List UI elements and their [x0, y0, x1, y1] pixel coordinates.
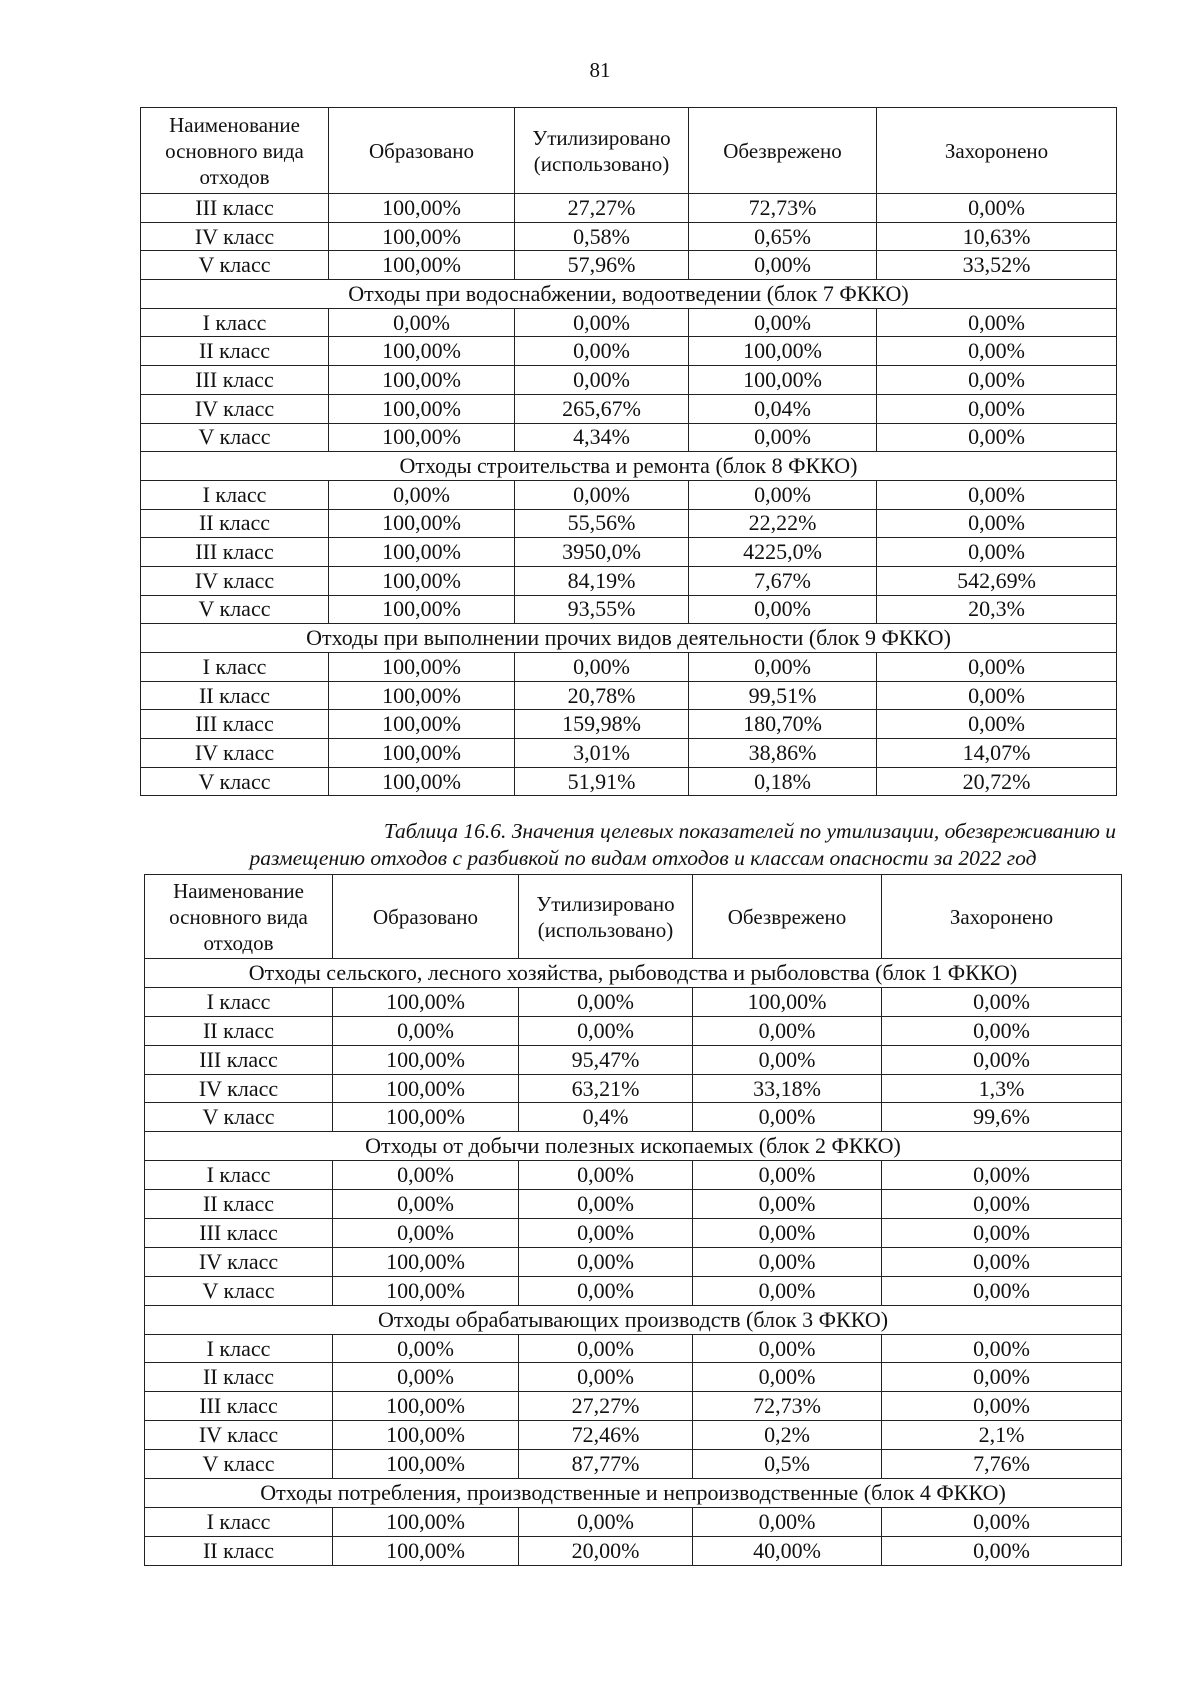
column-header-neutralized: Обезврежено	[693, 875, 882, 959]
table-row	[141, 337, 1117, 366]
hazard-class-cell: III класс	[141, 194, 329, 223]
table-header-row	[141, 108, 1117, 194]
utilized-cell: 93,55%	[515, 595, 689, 624]
hazard-class-cell: III класс	[141, 538, 329, 567]
hazard-class-cell: II класс	[145, 1190, 333, 1219]
generated-cell: 100,00%	[329, 739, 515, 768]
column-header-neutralized: Обезврежено	[689, 108, 877, 194]
buried-cell: 14,07%	[877, 739, 1117, 768]
utilized-cell: 3950,0%	[515, 538, 689, 567]
neutralized-cell: 0,00%	[689, 480, 877, 509]
neutralized-cell: 100,00%	[689, 337, 877, 366]
neutralized-cell: 0,00%	[693, 1016, 882, 1045]
table-header-row	[145, 875, 1122, 959]
hazard-class-cell: I класс	[145, 1161, 333, 1190]
generated-cell: 0,00%	[329, 480, 515, 509]
neutralized-cell: 0,00%	[689, 653, 877, 682]
generated-cell: 100,00%	[333, 1074, 519, 1103]
generated-cell: 100,00%	[329, 423, 515, 452]
generated-cell: 100,00%	[333, 1450, 519, 1479]
table-row	[145, 1074, 1122, 1103]
generated-cell: 100,00%	[333, 1507, 519, 1536]
hazard-class-cell: II класс	[145, 1363, 333, 1392]
utilized-cell: 27,27%	[519, 1392, 693, 1421]
neutralized-cell: 0,00%	[693, 1219, 882, 1248]
generated-cell: 0,00%	[333, 1016, 519, 1045]
buried-cell: 0,00%	[882, 1334, 1122, 1363]
generated-cell: 100,00%	[329, 394, 515, 423]
neutralized-cell: 7,67%	[689, 566, 877, 595]
table-row	[141, 538, 1117, 567]
column-header-utilized: Утилизировано (использовано)	[515, 108, 689, 194]
hazard-class-cell: IV класс	[145, 1074, 333, 1103]
generated-cell: 100,00%	[329, 653, 515, 682]
table-row	[145, 1276, 1122, 1305]
table-row	[145, 1421, 1122, 1450]
hazard-class-cell: V класс	[141, 767, 329, 796]
section-header-row	[145, 1305, 1122, 1334]
buried-cell: 33,52%	[877, 251, 1117, 280]
buried-cell: 99,6%	[882, 1103, 1122, 1132]
generated-cell: 100,00%	[329, 222, 515, 251]
neutralized-cell: 100,00%	[689, 366, 877, 395]
generated-cell: 100,00%	[329, 710, 515, 739]
utilized-cell: 0,00%	[519, 987, 693, 1016]
hazard-class-cell: IV класс	[141, 739, 329, 768]
table-row	[145, 1392, 1122, 1421]
table-row	[141, 509, 1117, 538]
utilized-cell: 87,77%	[519, 1450, 693, 1479]
generated-cell: 100,00%	[329, 681, 515, 710]
table-row	[141, 480, 1117, 509]
neutralized-cell: 0,5%	[693, 1450, 882, 1479]
buried-cell: 0,00%	[882, 1045, 1122, 1074]
generated-cell: 100,00%	[333, 1421, 519, 1450]
buried-cell: 0,00%	[882, 1536, 1122, 1565]
table-row	[145, 1016, 1122, 1045]
generated-cell: 100,00%	[333, 1392, 519, 1421]
utilized-cell: 84,19%	[515, 566, 689, 595]
utilized-cell: 20,00%	[519, 1536, 693, 1565]
buried-cell: 0,00%	[882, 987, 1122, 1016]
table-row	[141, 222, 1117, 251]
utilized-cell: 0,00%	[515, 366, 689, 395]
column-header-waste-type: Наименование основного вида отходов	[141, 108, 329, 194]
neutralized-cell: 72,73%	[693, 1392, 882, 1421]
buried-cell: 0,00%	[882, 1219, 1122, 1248]
table-row	[141, 595, 1117, 624]
column-header-utilized: Утилизировано (использовано)	[519, 875, 693, 959]
utilized-cell: 0,00%	[519, 1219, 693, 1248]
neutralized-cell: 0,00%	[693, 1507, 882, 1536]
utilized-cell: 95,47%	[519, 1045, 693, 1074]
buried-cell: 0,00%	[882, 1392, 1122, 1421]
table-row	[141, 194, 1117, 223]
generated-cell: 100,00%	[329, 194, 515, 223]
hazard-class-cell: V класс	[145, 1450, 333, 1479]
buried-cell: 0,00%	[877, 308, 1117, 337]
neutralized-cell: 0,04%	[689, 394, 877, 423]
section-title: Отходы обрабатывающих производств (блок 3 ФККО)	[145, 1305, 1122, 1334]
utilized-cell: 0,00%	[519, 1161, 693, 1190]
table-row	[145, 987, 1122, 1016]
hazard-class-cell: I класс	[145, 1334, 333, 1363]
utilized-cell: 55,56%	[515, 509, 689, 538]
generated-cell: 100,00%	[329, 337, 515, 366]
buried-cell: 1,3%	[882, 1074, 1122, 1103]
neutralized-cell: 0,00%	[693, 1334, 882, 1363]
table-row	[141, 710, 1117, 739]
section-title: Отходы при выполнении прочих видов деятельности (блок 9 ФККО)	[141, 624, 1117, 653]
section-title: Отходы от добычи полезных ископаемых (блок 2 ФККО)	[145, 1132, 1122, 1161]
hazard-class-cell: V класс	[145, 1276, 333, 1305]
buried-cell: 20,72%	[877, 767, 1117, 796]
column-header-generated: Образовано	[333, 875, 519, 959]
buried-cell: 20,3%	[877, 595, 1117, 624]
hazard-class-cell: I класс	[141, 308, 329, 337]
column-header-buried: Захоронено	[877, 108, 1117, 194]
generated-cell: 100,00%	[333, 1103, 519, 1132]
utilized-cell: 20,78%	[515, 681, 689, 710]
generated-cell: 100,00%	[329, 566, 515, 595]
buried-cell: 0,00%	[882, 1190, 1122, 1219]
neutralized-cell: 0,00%	[693, 1103, 882, 1132]
table-row	[141, 681, 1117, 710]
generated-cell: 0,00%	[333, 1334, 519, 1363]
hazard-class-cell: I класс	[141, 480, 329, 509]
utilized-cell: 0,4%	[519, 1103, 693, 1132]
table-row	[145, 1161, 1122, 1190]
neutralized-cell: 99,51%	[689, 681, 877, 710]
buried-cell: 2,1%	[882, 1421, 1122, 1450]
generated-cell: 100,00%	[329, 366, 515, 395]
buried-cell: 10,63%	[877, 222, 1117, 251]
neutralized-cell: 0,00%	[693, 1276, 882, 1305]
hazard-class-cell: I класс	[141, 653, 329, 682]
generated-cell: 0,00%	[329, 308, 515, 337]
buried-cell: 0,00%	[877, 337, 1117, 366]
table-row	[145, 1045, 1122, 1074]
table-row	[141, 566, 1117, 595]
hazard-class-cell: III класс	[145, 1045, 333, 1074]
generated-cell: 100,00%	[333, 1045, 519, 1074]
hazard-class-cell: III класс	[145, 1219, 333, 1248]
neutralized-cell: 38,86%	[689, 739, 877, 768]
buried-cell: 0,00%	[882, 1507, 1122, 1536]
section-title: Отходы при водоснабжении, водоотведении (блок 7 ФККО)	[141, 280, 1117, 309]
buried-cell: 0,00%	[877, 653, 1117, 682]
hazard-class-cell: III класс	[145, 1392, 333, 1421]
neutralized-cell: 0,00%	[689, 308, 877, 337]
neutralized-cell: 0,00%	[693, 1045, 882, 1074]
buried-cell: 0,00%	[877, 366, 1117, 395]
section-title: Отходы сельского, лесного хозяйства, рыбоводства и рыболовства (блок 1 ФККО)	[145, 959, 1122, 988]
hazard-class-cell: III класс	[141, 366, 329, 395]
generated-cell: 100,00%	[333, 1276, 519, 1305]
column-header-waste-type: Наименование основного вида отходов	[145, 875, 333, 959]
hazard-class-cell: II класс	[141, 337, 329, 366]
utilized-cell: 4,34%	[515, 423, 689, 452]
generated-cell: 0,00%	[333, 1161, 519, 1190]
table-row	[145, 1450, 1122, 1479]
section-header-row	[141, 624, 1117, 653]
neutralized-cell: 0,00%	[689, 595, 877, 624]
utilized-cell: 27,27%	[515, 194, 689, 223]
buried-cell: 0,00%	[882, 1247, 1122, 1276]
utilized-cell: 0,00%	[519, 1016, 693, 1045]
table-row	[141, 366, 1117, 395]
hazard-class-cell: IV класс	[141, 222, 329, 251]
neutralized-cell: 0,18%	[689, 767, 877, 796]
table-body	[141, 194, 1117, 796]
section-title: Отходы строительства и ремонта (блок 8 ФККО)	[141, 452, 1117, 481]
table-row	[145, 1103, 1122, 1132]
table-caption	[140, 818, 1116, 872]
neutralized-cell: 0,00%	[693, 1247, 882, 1276]
buried-cell: 0,00%	[882, 1161, 1122, 1190]
buried-cell: 0,00%	[877, 681, 1117, 710]
table-row	[141, 739, 1117, 768]
generated-cell: 100,00%	[329, 767, 515, 796]
buried-cell: 0,00%	[882, 1016, 1122, 1045]
table-row	[145, 1536, 1122, 1565]
utilized-cell: 0,00%	[519, 1247, 693, 1276]
buried-cell: 0,00%	[877, 509, 1117, 538]
neutralized-cell: 33,18%	[693, 1074, 882, 1103]
buried-cell: 0,00%	[877, 480, 1117, 509]
neutralized-cell: 0,00%	[693, 1190, 882, 1219]
hazard-class-cell: II класс	[141, 681, 329, 710]
neutralized-cell: 40,00%	[693, 1536, 882, 1565]
hazard-class-cell: II класс	[145, 1016, 333, 1045]
table-row	[145, 1190, 1122, 1219]
generated-cell: 0,00%	[333, 1219, 519, 1248]
utilized-cell: 0,00%	[519, 1363, 693, 1392]
buried-cell: 542,69%	[877, 566, 1117, 595]
table-row	[141, 653, 1117, 682]
section-title: Отходы потребления, производственные и непроизводственные (блок 4 ФККО)	[145, 1479, 1122, 1508]
utilized-cell: 51,91%	[515, 767, 689, 796]
table-row	[145, 1507, 1122, 1536]
utilized-cell: 0,00%	[515, 308, 689, 337]
hazard-class-cell: IV класс	[141, 566, 329, 595]
utilized-cell: 0,00%	[515, 337, 689, 366]
column-header-buried: Захоронено	[882, 875, 1122, 959]
hazard-class-cell: III класс	[141, 710, 329, 739]
hazard-class-cell: V класс	[141, 595, 329, 624]
utilized-cell: 0,00%	[515, 480, 689, 509]
generated-cell: 100,00%	[329, 538, 515, 567]
hazard-class-cell: IV класс	[145, 1421, 333, 1450]
utilized-cell: 0,00%	[519, 1334, 693, 1363]
utilized-cell: 0,00%	[515, 653, 689, 682]
caption-line-2: размещению отходов с разбивкой по видам отходов и классам опасности за 2022 год	[249, 846, 1037, 870]
buried-cell: 7,76%	[882, 1450, 1122, 1479]
utilized-cell: 0,58%	[515, 222, 689, 251]
table-row	[141, 767, 1117, 796]
hazard-class-cell: I класс	[145, 987, 333, 1016]
section-header-row	[145, 959, 1122, 988]
hazard-class-cell: II класс	[145, 1536, 333, 1565]
neutralized-cell: 100,00%	[693, 987, 882, 1016]
waste-indicators-table-2022	[144, 874, 1122, 1566]
hazard-class-cell: IV класс	[141, 394, 329, 423]
page-number: 81	[589, 58, 611, 82]
generated-cell: 100,00%	[333, 987, 519, 1016]
utilized-cell: 3,01%	[515, 739, 689, 768]
table-row	[141, 251, 1117, 280]
generated-cell: 0,00%	[333, 1363, 519, 1392]
buried-cell: 0,00%	[882, 1276, 1122, 1305]
hazard-class-cell: V класс	[141, 251, 329, 280]
hazard-class-cell: V класс	[145, 1103, 333, 1132]
table-row	[145, 1334, 1122, 1363]
neutralized-cell: 0,00%	[689, 423, 877, 452]
generated-cell: 100,00%	[329, 251, 515, 280]
buried-cell: 0,00%	[877, 194, 1117, 223]
generated-cell: 100,00%	[333, 1247, 519, 1276]
section-header-row	[141, 452, 1117, 481]
hazard-class-cell: IV класс	[145, 1247, 333, 1276]
table-row	[145, 1363, 1122, 1392]
utilized-cell: 63,21%	[519, 1074, 693, 1103]
utilized-cell: 159,98%	[515, 710, 689, 739]
utilized-cell: 265,67%	[515, 394, 689, 423]
utilized-cell: 0,00%	[519, 1276, 693, 1305]
neutralized-cell: 0,65%	[689, 222, 877, 251]
buried-cell: 0,00%	[877, 538, 1117, 567]
hazard-class-cell: II класс	[141, 509, 329, 538]
table-row	[141, 308, 1117, 337]
column-header-generated: Образовано	[329, 108, 515, 194]
section-header-row	[145, 1132, 1122, 1161]
utilized-cell: 0,00%	[519, 1190, 693, 1219]
buried-cell: 0,00%	[877, 394, 1117, 423]
waste-indicators-table-continued	[140, 107, 1117, 796]
neutralized-cell: 22,22%	[689, 509, 877, 538]
hazard-class-cell: V класс	[141, 423, 329, 452]
buried-cell: 0,00%	[877, 423, 1117, 452]
utilized-cell: 72,46%	[519, 1421, 693, 1450]
neutralized-cell: 0,00%	[693, 1161, 882, 1190]
utilized-cell: 57,96%	[515, 251, 689, 280]
section-header-row	[141, 280, 1117, 309]
utilized-cell: 0,00%	[519, 1507, 693, 1536]
neutralized-cell: 0,2%	[693, 1421, 882, 1450]
neutralized-cell: 0,00%	[693, 1363, 882, 1392]
generated-cell: 100,00%	[329, 595, 515, 624]
table-body	[145, 959, 1122, 1566]
section-header-row	[145, 1479, 1122, 1508]
neutralized-cell: 4225,0%	[689, 538, 877, 567]
table-row	[141, 394, 1117, 423]
table-row	[141, 423, 1117, 452]
neutralized-cell: 72,73%	[689, 194, 877, 223]
generated-cell: 100,00%	[329, 509, 515, 538]
generated-cell: 0,00%	[333, 1190, 519, 1219]
hazard-class-cell: I класс	[145, 1507, 333, 1536]
table-row	[145, 1247, 1122, 1276]
table-row	[145, 1219, 1122, 1248]
caption-line-1: Таблица 16.6. Значения целевых показателей по утилизации, обезвреживанию и	[383, 819, 1116, 843]
neutralized-cell: 180,70%	[689, 710, 877, 739]
generated-cell: 100,00%	[333, 1536, 519, 1565]
buried-cell: 0,00%	[882, 1363, 1122, 1392]
buried-cell: 0,00%	[877, 710, 1117, 739]
neutralized-cell: 0,00%	[689, 251, 877, 280]
